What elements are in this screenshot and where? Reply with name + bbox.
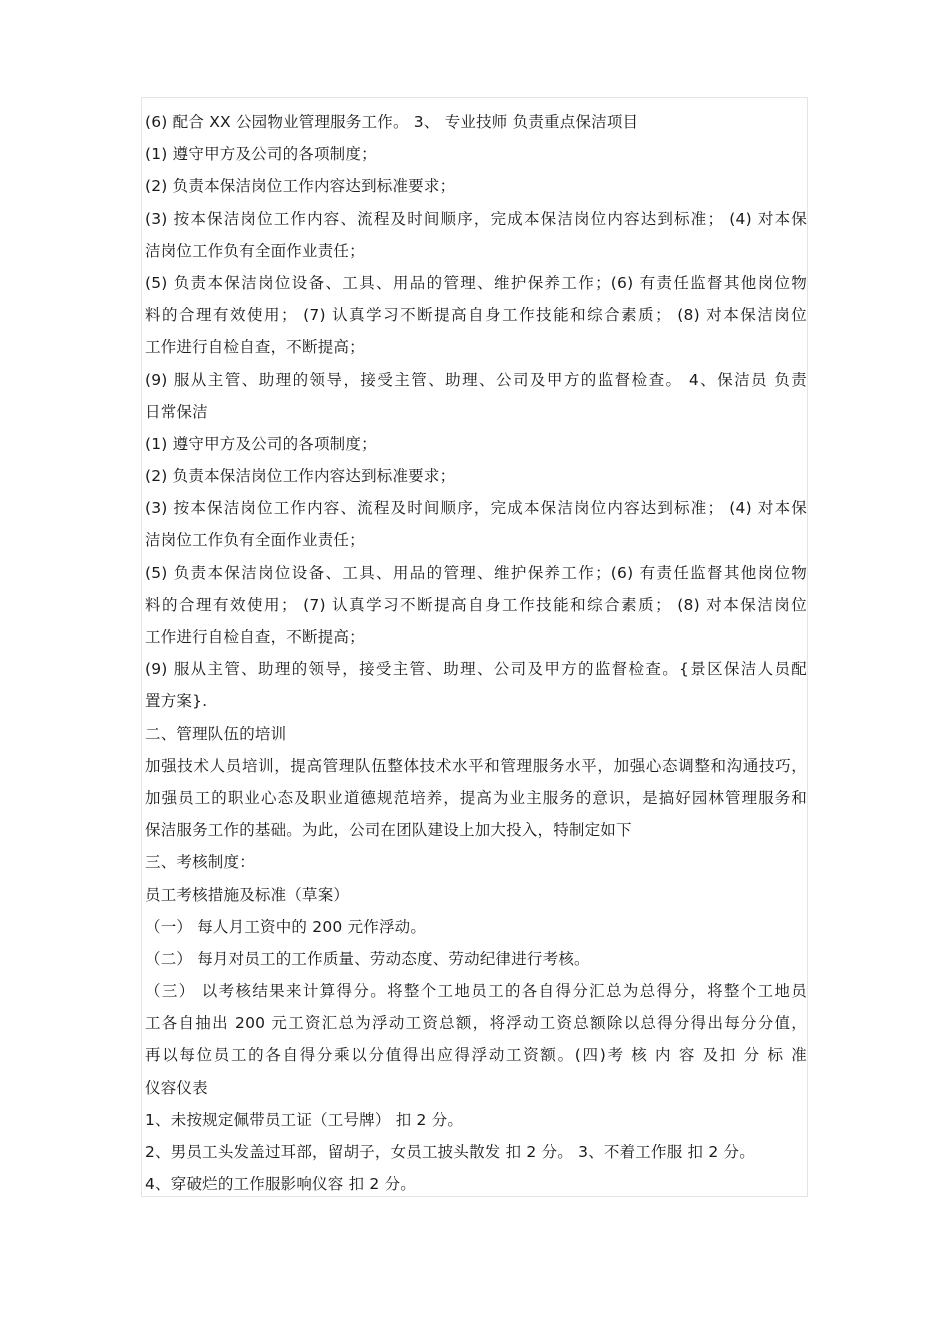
- text-line: 加强员工的职业心态及职业道德规范培养，提高为业主服务的意识，是搞好园林管理服务和: [145, 788, 807, 807]
- text-line: (2) 负责本保洁岗位工作内容达到标准要求；: [145, 467, 456, 486]
- text-line: 保洁服务工作的基础。为此，公司在团队建设上加大投入，特制定如下: [145, 821, 632, 840]
- text-line: (5) 负责本保洁岗位设备、工具、用品的管理、维护保养工作；(6) 有责任监督其他岗位物: [145, 563, 807, 582]
- text-line: (9) 服从主管、助理的领导，接受主管、助理、公司及甲方的监督检查。{景区保洁人员配: [145, 660, 807, 679]
- text-line: 工各自抽出 200 元工资汇总为浮动工资总额，将浮动工资总额除以总得分得出每分分值，: [145, 1014, 807, 1033]
- section-heading: 二、管理队伍的培训: [145, 724, 287, 743]
- text-line: (1) 遵守甲方及公司的各项制度；: [145, 145, 377, 164]
- text-line: 洁岗位工作负有全面作业责任；: [145, 241, 365, 260]
- text-line: (5) 负责本保洁岗位设备、工具、用品的管理、维护保养工作；(6) 有责任监督其他岗位物: [145, 273, 807, 292]
- text-line: 置方案}.: [145, 692, 208, 711]
- text-line: 料的合理有效使用； (7) 认真学习不断提高自身工作技能和综合素质； (8) 对本保洁岗位: [145, 306, 807, 325]
- text-line: (3) 按本保洁岗位工作内容、流程及时间顺序，完成本保洁岗位内容达到标准； (4) 对本保: [145, 499, 807, 518]
- subsection-heading: 员工考核措施及标准（草案）: [145, 885, 350, 904]
- text-line: 工作进行自检自查，不断提高；: [145, 628, 365, 646]
- section-heading: 三、考核制度：: [145, 853, 255, 872]
- text-line: (6) 配合 XX 公园物业管理服务工作。 3、 专业技师 负责重点保洁项目: [145, 113, 639, 131]
- subsection-heading: 仪容仪表: [145, 1078, 208, 1097]
- text-line: 1、未按规定佩带员工证（工号牌） 扣 2 分。: [145, 1110, 464, 1129]
- text-line: 日常保洁: [145, 402, 208, 421]
- text-line: 4、穿破烂的工作服影响仪容 扣 2 分。: [145, 1175, 417, 1194]
- text-line: 2、男员工头发盖过耳部，留胡子，女员工披头散发 扣 2 分。 3、不着工作服 扣 2 分。: [145, 1143, 755, 1161]
- text-line: （一） 每人月工资中的 200 元作浮动。: [145, 917, 427, 936]
- text-line: （二） 每月对员工的工作质量、劳动态度、劳动纪律进行考核。: [145, 949, 590, 968]
- text-line: (1) 遵守甲方及公司的各项制度；: [145, 434, 377, 453]
- text-line: 洁岗位工作负有全面作业责任；: [145, 531, 365, 550]
- document-body: [145, 106, 807, 1200]
- text-line: 料的合理有效使用； (7) 认真学习不断提高自身工作技能和综合素质； (8) 对本保洁岗位: [145, 595, 807, 614]
- text-line: (9) 服从主管、助理的领导，接受主管、助理、公司及甲方的监督检查。 4、保洁员 负责: [145, 370, 807, 389]
- text-line: （三） 以考核结果来计算得分。将整个工地员工的各自得分汇总为总得分，将整个工地员: [145, 982, 807, 1001]
- text-line: 加强技术人员培训，提高管理队伍整体技术水平和管理服务水平，加强心态调整和沟通技巧，: [145, 756, 807, 775]
- text-line: 再以每位员工的各自得分乘以分值得出应得浮动工资额。(四)考 核 内 容 及扣 分 标 准: [145, 1046, 807, 1065]
- text-line: 工作进行自检自查，不断提高；: [145, 338, 365, 357]
- text-line: (3) 按本保洁岗位工作内容、流程及时间顺序，完成本保洁岗位内容达到标准； (4) 对本保: [145, 209, 807, 228]
- text-line: (2) 负责本保洁岗位工作内容达到标准要求；: [145, 177, 456, 196]
